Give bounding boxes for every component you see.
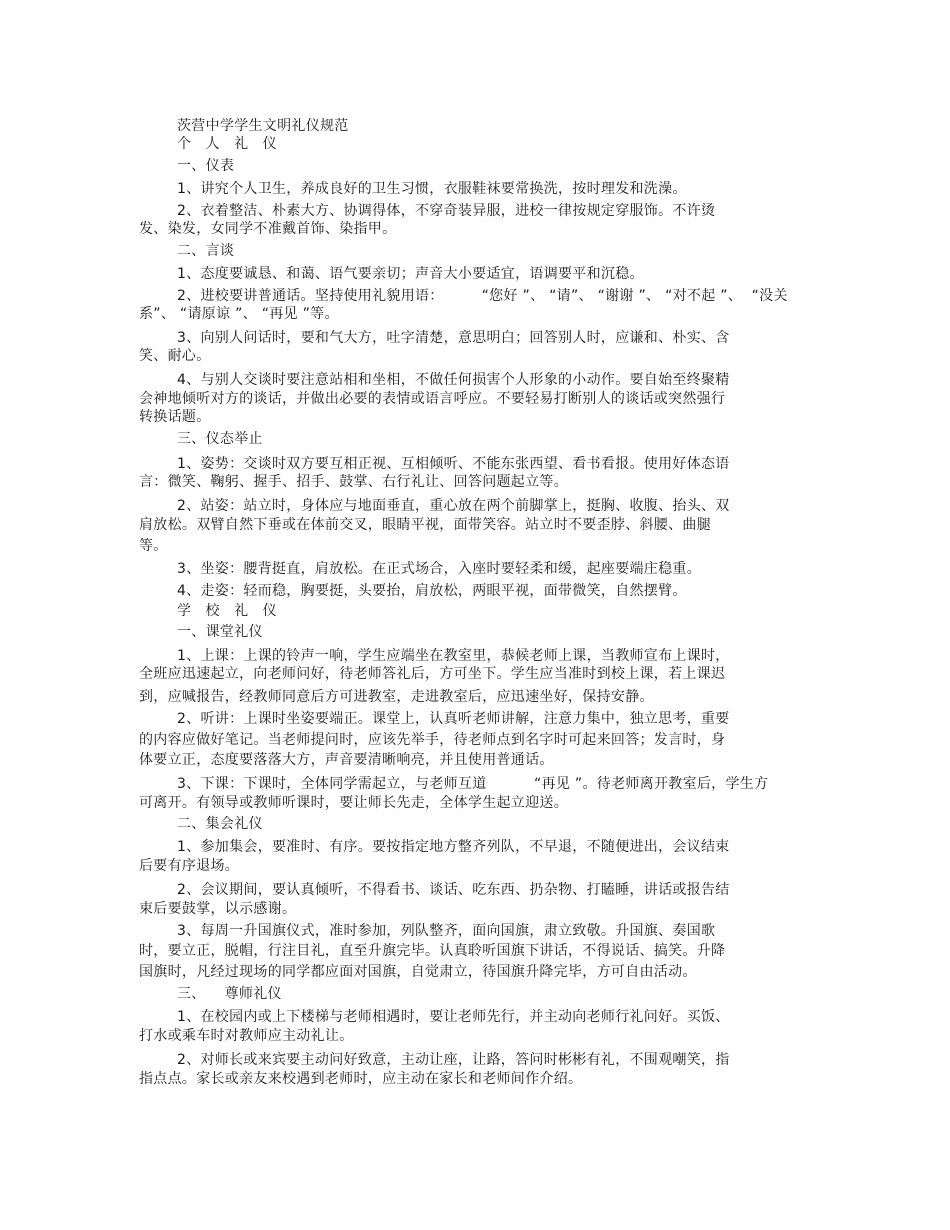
paragraph-line: 1、姿势：交谈时双方要互相正视、互相倾听、不能东张西望、看书看报。使用好体态语 (177, 456, 730, 472)
paragraph-line: 2、站姿：站立时，身体应与地面垂直，重心放在两个前脚掌上，挺胸、收腹、抬头、双 (177, 498, 730, 514)
paragraph-line: 3、向别人问话时，要和气大方，吐字清楚，意思明白；回答别人时，应谦和、朴实、含 (177, 330, 730, 346)
paragraph-line: 等。 (139, 538, 168, 554)
paragraph-line: 1、在校园内或上下楼梯与老师相遇时，要让老师先行，并主动向老师行礼问好。买饭、 (177, 1009, 730, 1025)
subsection-heading: 一、课堂礼仪 (177, 624, 263, 640)
section-heading: 个 人 礼 仪 (177, 136, 277, 152)
subsection-heading: 三、 尊师礼仪 (177, 986, 282, 1002)
subsection-heading: 三、仪态举止 (177, 431, 263, 447)
paragraph-line: 2、会议期间，要认真倾听，不得看书、谈话、吃东西、扔杂物、打瞌睡，讲话或报告结 (177, 882, 730, 898)
paragraph-line: 束后要鼓掌，以示感谢。 (139, 901, 297, 917)
paragraph-line: 4、与别人交谈时要注意站相和坐相，不做任何损害个人形象的小动作。要自始至终聚精 (177, 372, 730, 388)
paragraph-line: 体要立正，态度要落落大方，声音要清晰响亮，并且使用普通话。 (139, 752, 554, 768)
paragraph-line: 2、对师长或来宾要主动问好致意，主动让座，让路，答问时彬彬有礼，不围观嘲笑，指 (177, 1052, 730, 1068)
paragraph-line: 可离开。有领导或教师听课时，要让师长先走，全体学生起立迎送。 (139, 795, 568, 811)
paragraph-line: 4、走姿：轻而稳，胸要挺，头要抬，肩放松，两眼平视，面带微笑，自然摆臂。 (177, 583, 687, 599)
paragraph-line: 2、听讲：上课时坐姿要端正。课堂上，认真听老师讲解，注意力集中，独立思考，重要 (177, 711, 730, 727)
paragraph-line: 3、坐姿：腰背挺直，肩放松。在正式场合，入座时要轻柔和缓，起座要端庄稳重。 (177, 561, 702, 577)
paragraph-line: 1、讲究个人卫生，养成良好的卫生习惯，衣服鞋袜要常换洗，按时理发和洗澡。 (177, 181, 687, 197)
paragraph-line: 3、下课：下课时，全体同学需起立，与老师互道 “再见 ”。待老师离开教室后，学生方 (177, 776, 769, 792)
paragraph-line: 1、态度要诚恳、和蔼、语气要亲切；声音大小要适宜，语调要平和沉稳。 (177, 266, 644, 282)
paragraph-line: 转换话题。 (139, 409, 211, 425)
subsection-heading: 一、仪表 (177, 158, 235, 174)
paragraph-line: 言：微笑、鞠躬、握手、招手、鼓掌、右行礼让、回答问题起立等。 (139, 474, 568, 490)
paragraph-line: 肩放松。双臂自然下垂或在体前交叉，眼睛平视，面带笑容。站立时不要歪脖、斜腰、曲腿 (139, 517, 711, 533)
paragraph-line: 全班应迅速起立，向老师问好，待老师答礼后，方可坐下。学生应当准时到校上课，若上课迟 (139, 666, 726, 682)
document-title: 茨营中学学生文明礼仪规范 (177, 118, 349, 134)
paragraph-line: 国旗时，凡经过现场的同学都应面对国旗，自觉肃立，待国旗升降完毕，方可自由活动。 (139, 964, 697, 980)
paragraph-line: 的内容应做好笔记。当老师提问时，应该先举手，待老师点到名字时可起来回答；发言时，身 (139, 732, 726, 748)
paragraph-line: 打水或乘车时对教师应主动礼让。 (139, 1028, 354, 1044)
paragraph-line: 指点点。家长或亲友来校遇到老师时，应主动在家长和老师间作介绍。 (139, 1071, 583, 1087)
paragraph-line: 会神地倾听对方的谈话，并做出必要的表情或语言呼应。不要轻易打断别人的谈话或突然强行 (139, 391, 726, 407)
paragraph-line: 3、每周一升国旗仪式，准时参加，列队整齐，面向国旗，肃立致敬。升国旗、奏国歌 (177, 923, 716, 939)
paragraph-line: 2、进校要讲普通话。坚持使用礼貌用语： “您好 ”、 “请”、 “谢谢 ”、 “对不起 ”、 “没关 (177, 288, 788, 304)
paragraph-line: 笑、耐心。 (139, 348, 211, 364)
subsection-heading: 二、集会礼仪 (177, 816, 263, 832)
subsection-heading: 二、言谈 (177, 243, 235, 259)
paragraph-line: 到，应喊报告，经教师同意后方可进教室，走进教室后，应迅速坐好，保持安静。 (139, 689, 654, 705)
paragraph-line: 时，要立正，脱帽，行注目礼，直至升旗完毕。认真聆听国旗下讲话，不得说话、搞笑。升降 (139, 943, 726, 959)
paragraph-line: 系”、 “请原谅 ”、 “再见 ”等。 (139, 306, 339, 322)
paragraph-line: 1、上课：上课的铃声一响，学生应端坐在教室里，恭候老师上课，当教师宣布上课时， (177, 648, 730, 664)
paragraph-line: 1、参加集会，要准时、有序。要按指定地方整齐列队，不早退，不随便进出，会议结束 (177, 839, 730, 855)
paragraph-line: 后要有序退场。 (139, 858, 240, 874)
section-heading: 学 校 礼 仪 (177, 603, 277, 619)
paragraph-line: 发、染发，女同学不准戴首饰、染指甲。 (139, 221, 397, 237)
paragraph-line: 2、衣着整洁、朴素大方、协调得体，不穿奇装异服，进校一律按规定穿服饰。不许烫 (177, 203, 716, 219)
